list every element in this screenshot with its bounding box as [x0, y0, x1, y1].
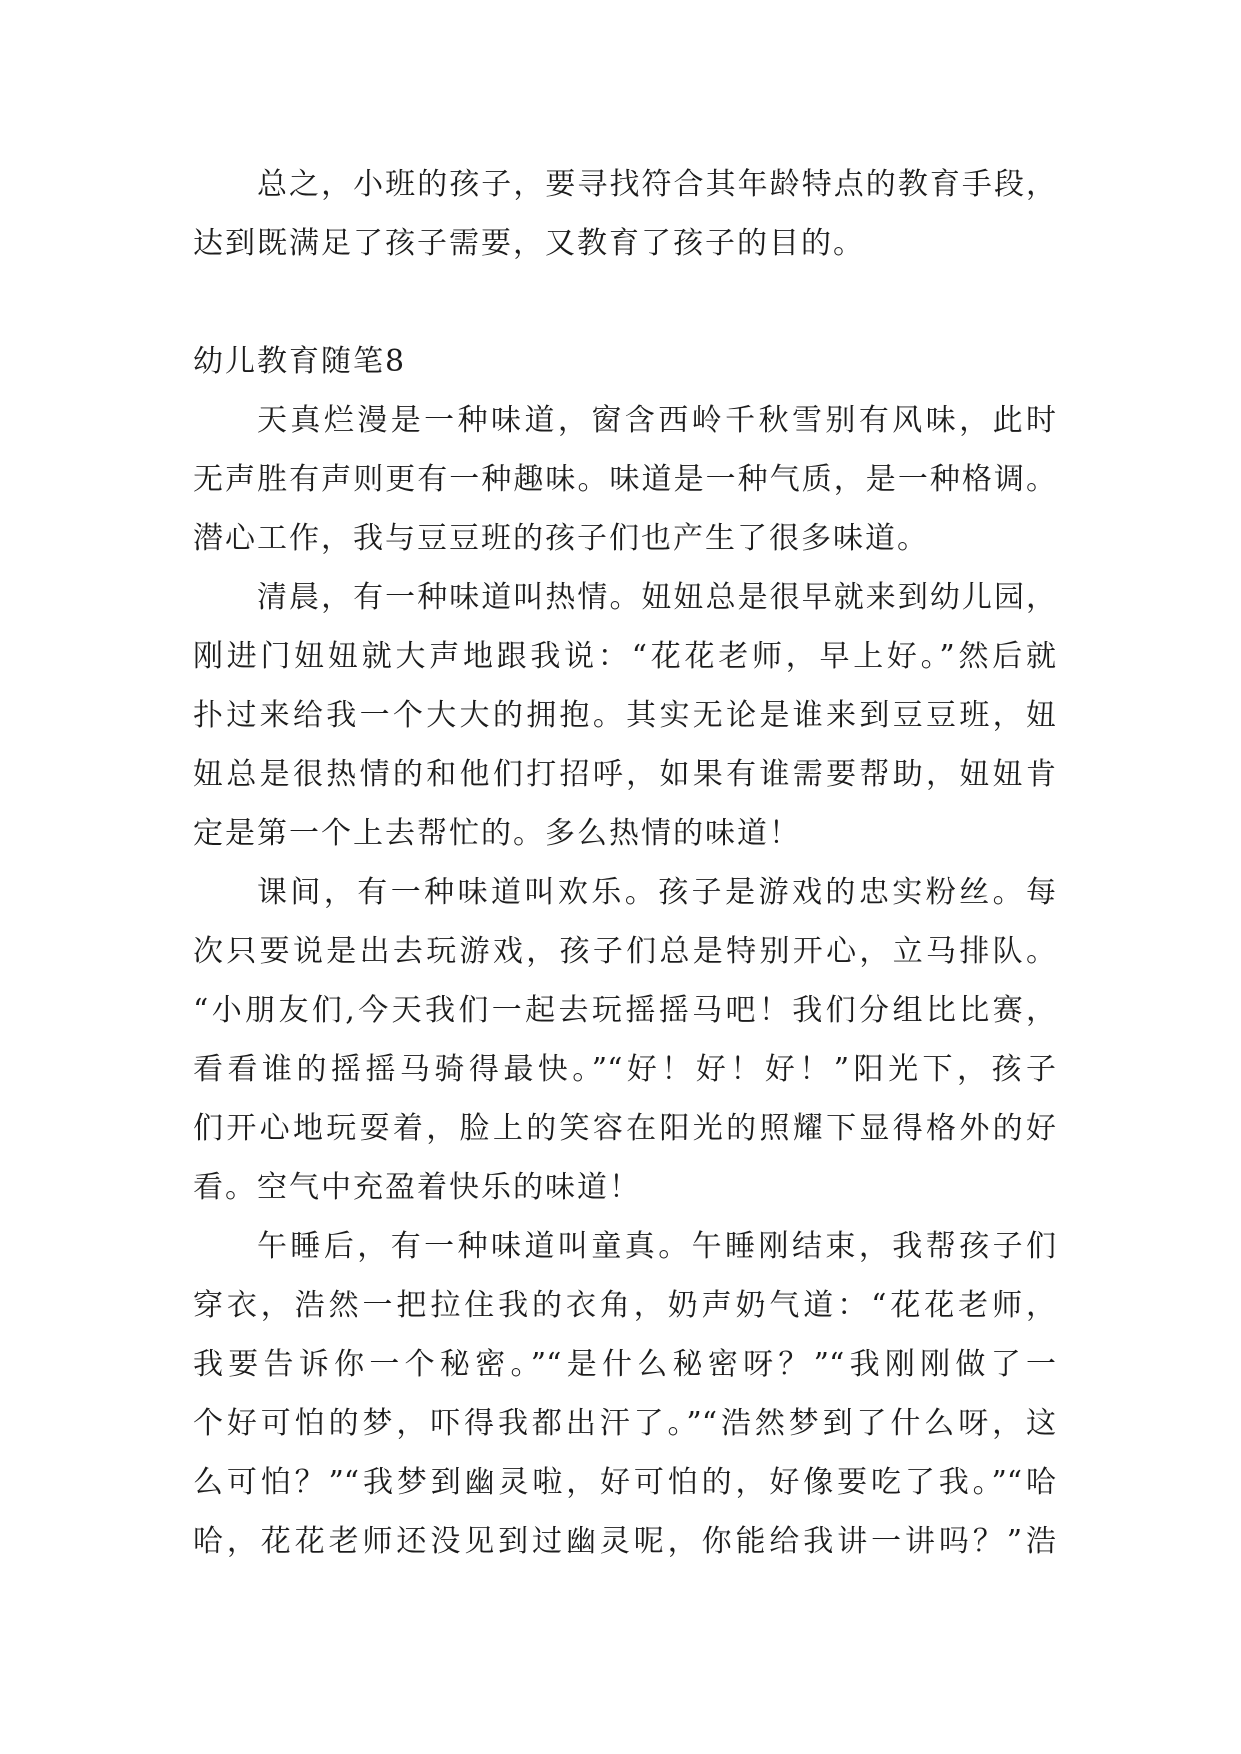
paragraph: [193, 568, 1056, 863]
text-line: 穿衣，浩然一把拉住我的衣角，奶声奶气道：“花花老师，: [193, 1288, 1056, 1323]
text-line: 潜心工作，我与豆豆班的孩子们也产生了很多味道。: [193, 521, 929, 556]
document-body: [193, 155, 1056, 1571]
text-line: 看。空气中充盈着快乐的味道！: [193, 1170, 641, 1205]
intro-paragraph: [193, 155, 1056, 273]
text-line: 么可怕？”“我梦到幽灵啦，好可怕的，好像要吃了我。”“哈: [193, 1465, 1056, 1500]
text-line: 课间，有一种味道叫欢乐。孩子是游戏的忠实粉丝。每: [257, 875, 1056, 910]
paragraph: [193, 1217, 1056, 1571]
text-line: 总之，小班的孩子，要寻找符合其年龄特点的教育手段，: [257, 167, 1056, 202]
text-line: 看看谁的摇摇马骑得最快。”“好！好！好！”阳光下，孩子: [193, 1052, 1056, 1087]
paragraph: [193, 863, 1056, 1217]
text-line: 妞总是很热情的和他们打招呼，如果有谁需要帮助，妞妞肯: [193, 757, 1056, 792]
text-line: 午睡后，有一种味道叫童真。午睡刚结束，我帮孩子们: [257, 1229, 1056, 1264]
text-line: 个好可怕的梦，吓得我都出汗了。”“浩然梦到了什么呀，这: [193, 1406, 1056, 1441]
text-line: 达到既满足了孩子需要，又教育了孩子的目的。: [193, 226, 865, 261]
text-line: 定是第一个上去帮忙的。多么热情的味道！: [193, 816, 801, 851]
text-line: 们开心地玩耍着，脸上的笑容在阳光的照耀下显得格外的好: [193, 1111, 1056, 1146]
section-title: 幼儿教育随笔8: [193, 344, 407, 379]
text-line: 哈，花花老师还没见到过幽灵呢，你能给我讲一讲吗？”浩: [193, 1524, 1056, 1559]
text-line: 扑过来给我一个大大的拥抱。其实无论是谁来到豆豆班，妞: [193, 698, 1056, 733]
text-line: 无声胜有声则更有一种趣味。味道是一种气质，是一种格调。: [193, 462, 1056, 497]
text-line: 次只要说是出去玩游戏，孩子们总是特别开心，立马排队。: [193, 934, 1056, 969]
text-line: 天真烂漫是一种味道，窗含西岭千秋雪别有风味，此时: [257, 403, 1056, 438]
text-line: 我要告诉你一个秘密。”“是什么秘密呀？”“我刚刚做了一: [193, 1347, 1056, 1382]
paragraph-spacer: [193, 273, 1056, 332]
text-line: “小朋友们,今天我们一起去玩摇摇马吧！我们分组比比赛，: [193, 993, 1056, 1028]
text-line: 刚进门妞妞就大声地跟我说：“花花老师，早上好。”然后就: [193, 639, 1056, 674]
paragraph: [193, 391, 1056, 568]
text-line: 清晨，有一种味道叫热情。妞妞总是很早就来到幼儿园，: [257, 580, 1056, 615]
